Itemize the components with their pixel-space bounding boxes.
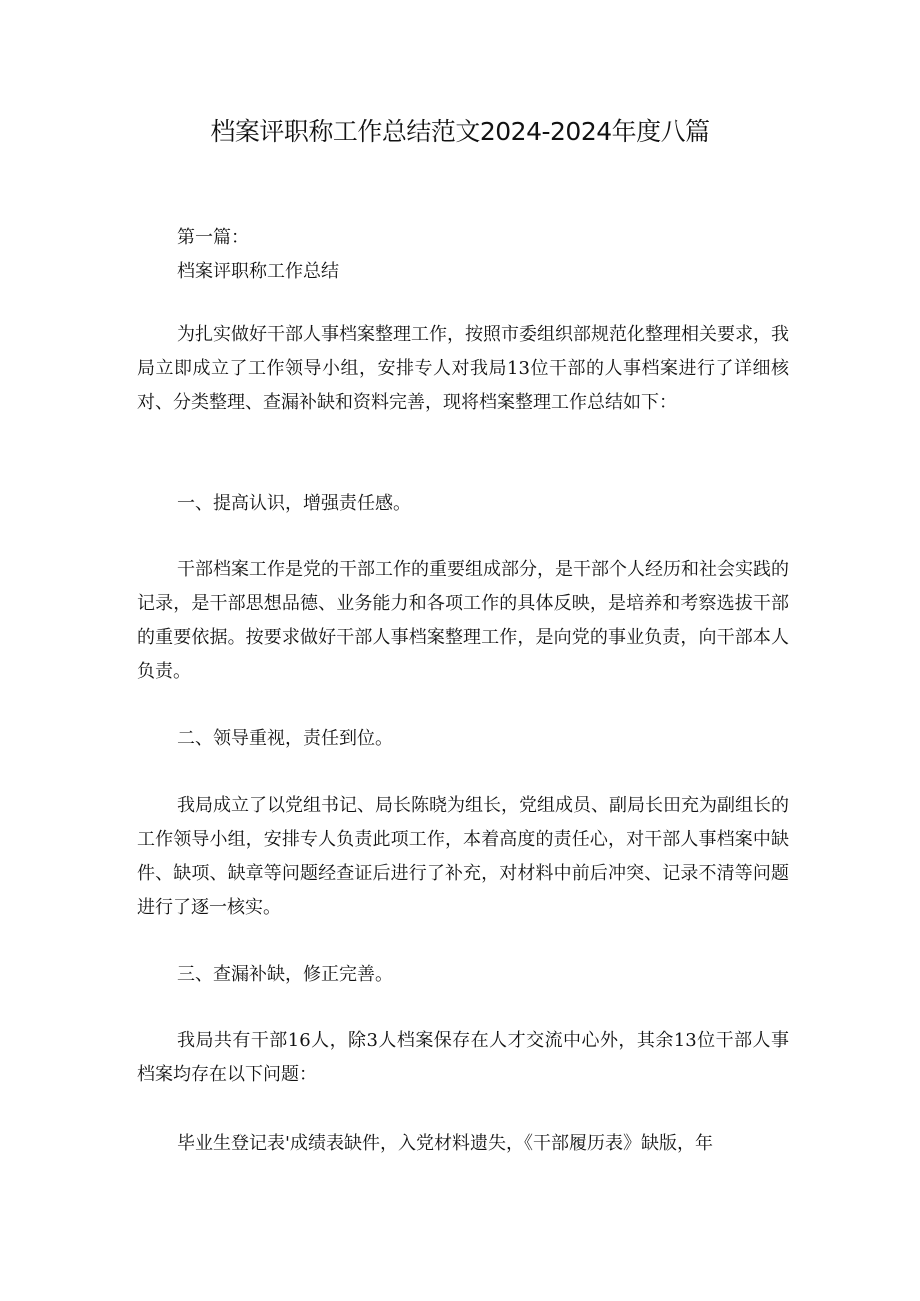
section-1-heading: 一、提高认识，增强责任感。	[177, 493, 411, 514]
intro-paragraph: 为扎实做好干部人事档案整理工作，按照市委组织部规范化整理相关要求，我局立即成立了工作领导小组，安排专人对我局13位干部的人事档案进行了详细核对、分类整理、查漏补缺和资料完善，现将档案整理工作总结如下：	[137, 324, 789, 413]
section-3-heading: 三、查漏补缺，修正完善。	[177, 964, 393, 985]
document-title: 档案评职称工作总结范文2024-2024年度八篇	[210, 117, 710, 146]
section-3-list-start: 毕业生登记表'成绩表缺件，入党材料遗失，《干部履历表》缺版，年	[177, 1133, 713, 1154]
section-1-paragraph: 干部档案工作是党的干部工作的重要组成部分，是干部个人经历和社会实践的记录，是干部思想品德、业务能力和各项工作的具体反映，是培养和考察选拔干部的重要依据。按要求做好干部人事档案整理工作，是向党的事业负责，向干部本人负责。	[137, 559, 789, 682]
section-3-paragraph: 我局共有干部16人，除3人档案保存在人才交流中心外，其余13位干部人事档案均存在以下问题：	[137, 1030, 789, 1085]
part-label: 第一篇：	[177, 227, 249, 248]
section-2-paragraph: 我局成立了以党组书记、局长陈晓为组长，党组成员、副局长田充为副组长的工作领导小组，安排专人负责此项工作，本着高度的责任心，对干部人事档案中缺件、缺项、缺章等问题经查证后进行了补充，对材料中前后冲突、记录不清等问题进行了逐一核实。	[137, 795, 789, 918]
section-2-heading: 二、领导重视，责任到位。	[177, 728, 393, 749]
part-title: 档案评职称工作总结	[177, 261, 339, 282]
